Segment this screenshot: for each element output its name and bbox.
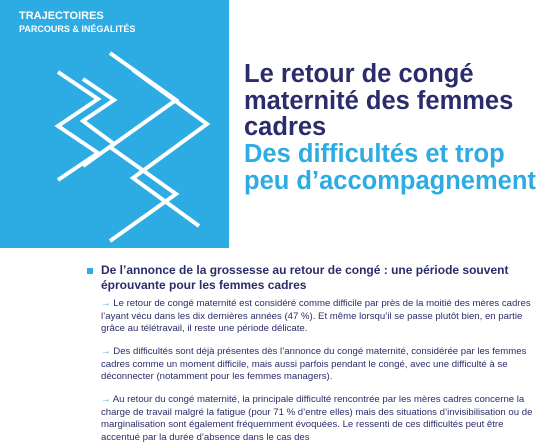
paragraph-2-text: Des difficultés sont déjà présentes dès l’annonce du congé maternité, considérée par les femmes cadres comme un moment difficile, mais aussi parfois pendant le congé, avec une difficulté à se déconnecter (notamment pour les femmes managers). (101, 346, 527, 383)
chevron-logo-graphic (0, 0, 229, 248)
paragraph-1-text: Le retour de congé maternité est considéré comme difficile par près de la moitié des mères cadres l’ayant vécu dans les dix dernières années (47 %). Et même lorsqu’il se passe plutôt bien, en partie grâce au télétravail, il reste une période délicate. (101, 298, 531, 335)
cover-banner (0, 0, 229, 248)
document-subtitle: Des difficultés et trop peu d’accompagnement (244, 140, 536, 195)
section-heading: De l’annonce de la grossesse au retour de congé : une période souvent éprouvante pour les femmes cadres (101, 263, 509, 292)
section-bullet-icon (87, 268, 93, 274)
series-tag-title: TRAJECTOIRES (19, 10, 104, 22)
paragraph-3-text: Au retour du congé maternité, la principale difficulté rencontrée par les mères cadres concerne la charge de travail malgré la fatigue (pour 71 % d’entre elles) mais des situations d’invisibilisation ou de marginalisation sont également fréquemment évoquées. Le ressenti de ces difficultés peut être accentué par la durée d’absence dans le cas des (101, 394, 533, 443)
arrow-icon: → (101, 394, 111, 405)
arrow-icon: → (101, 346, 111, 357)
document-title: Le retour de congé maternité des femmes cadres (244, 60, 514, 141)
series-tag-subtitle: PARCOURS & INÉGALITÉS (19, 24, 136, 34)
arrow-icon: → (101, 298, 111, 309)
paragraph-3 (101, 394, 542, 444)
paragraph-2 (101, 346, 542, 384)
chevron-3-icon (110, 53, 176, 241)
paragraph-1 (101, 298, 542, 336)
